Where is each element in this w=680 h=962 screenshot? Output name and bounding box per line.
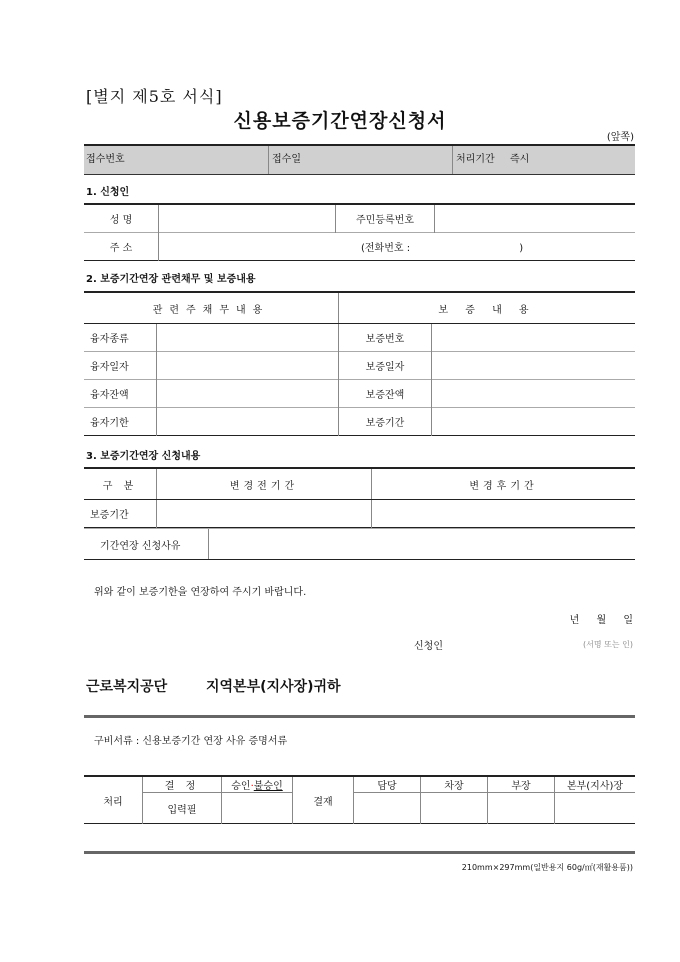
loan-date-label: 융자일자 <box>84 352 157 380</box>
processing-period-value: 즉시 <box>510 154 530 165</box>
loan-type-field[interactable] <box>157 324 339 352</box>
guarantee-date-field[interactable] <box>432 352 636 380</box>
related-debt-header: 관련주채무내용 <box>84 292 339 324</box>
reject-option[interactable]: 불승인 <box>253 781 283 792</box>
approval-sign-label: 결재 <box>293 776 354 824</box>
phone-label: (전화번호 : <box>361 243 411 254</box>
director-sign-field[interactable] <box>488 793 555 824</box>
category-header: 구 분 <box>84 468 157 500</box>
receipt-number-label: 접수번호 <box>86 154 125 165</box>
loan-balance-field[interactable] <box>157 380 339 408</box>
form-number-label: [별지 제5호 서식] <box>86 87 223 106</box>
section-debt-title: 2. 보증기간연장 관련채무 및 보증내용 <box>86 274 256 285</box>
guarantee-date-label: 보증일자 <box>339 352 432 380</box>
loan-deadline-label: 융자기한 <box>84 408 157 436</box>
loan-deadline-field[interactable] <box>157 408 339 436</box>
name-label: 성 명 <box>84 204 159 233</box>
divider <box>268 146 269 174</box>
required-documents: 구비서류 : 신용보증기간 연장 사유 증명서류 <box>94 736 288 747</box>
approve-option[interactable]: 승인 <box>231 781 251 792</box>
address-field[interactable] <box>159 233 636 261</box>
processing-table <box>84 775 635 824</box>
before-period-header: 변경전기간 <box>157 468 372 500</box>
before-period-field[interactable] <box>157 500 372 528</box>
divider <box>84 715 635 718</box>
guarantee-balance-field[interactable] <box>432 380 636 408</box>
director-col: 부장 <box>488 776 555 793</box>
deputy-col: 차장 <box>421 776 488 793</box>
guarantee-header: 보 증 내 용 <box>339 292 636 324</box>
guarantee-period-row-label: 보증기간 <box>84 500 157 528</box>
staff-col: 담당 <box>354 776 421 793</box>
name-field[interactable] <box>159 204 336 233</box>
extension-table <box>84 467 635 528</box>
input-done-label: 입력필 <box>143 793 222 824</box>
phone-close: ) <box>519 243 524 254</box>
address-label: 주 소 <box>84 233 159 261</box>
extension-reason-row <box>84 528 635 560</box>
section-applicant-title: 1. 신청인 <box>86 187 130 198</box>
approval-options <box>222 776 293 793</box>
divider <box>208 529 209 559</box>
branch-head-sign-field[interactable] <box>555 793 636 824</box>
guarantee-number-field[interactable] <box>432 324 636 352</box>
applicant-label: 신청인 <box>414 641 443 652</box>
loan-date-field[interactable] <box>157 352 339 380</box>
approval-field[interactable] <box>222 793 293 824</box>
extension-reason-label: 기간연장 신청사유 <box>100 541 181 552</box>
divider <box>84 851 635 854</box>
processing-period-label: 처리기간 <box>456 154 495 165</box>
loan-balance-label: 융자잔액 <box>84 380 157 408</box>
processing-label: 처리 <box>84 776 143 824</box>
guarantee-number-label: 보증번호 <box>339 324 432 352</box>
after-period-header: 변경후기간 <box>372 468 636 500</box>
receipt-date-label: 접수일 <box>272 154 301 165</box>
page-title: 신용보증기간연장신청서 <box>233 110 447 132</box>
signature-note: (서명 또는 인) <box>583 640 633 649</box>
applicant-table <box>84 203 635 261</box>
loan-type-label: 융자종류 <box>84 324 157 352</box>
guarantee-period-field[interactable] <box>432 408 636 436</box>
divider <box>452 146 453 174</box>
resident-number-label: 주민등록번호 <box>336 204 435 233</box>
guarantee-balance-label: 보증잔액 <box>339 380 432 408</box>
deputy-sign-field[interactable] <box>421 793 488 824</box>
staff-sign-field[interactable] <box>354 793 421 824</box>
request-text: 위와 같이 보증기한을 연장하여 주시기 바랍니다. <box>94 587 307 598</box>
date-line: 년 월 일 <box>569 615 633 626</box>
receipt-bar <box>84 144 635 175</box>
debt-guarantee-table <box>84 291 635 436</box>
branch-head-col: 본부(지사)장 <box>555 776 636 793</box>
decision-label: 결 정 <box>143 776 222 793</box>
after-period-field[interactable] <box>372 500 636 528</box>
guarantee-period-label: 보증기간 <box>339 408 432 436</box>
recipient-branch: 지역본부(지사장)귀하 <box>206 679 341 695</box>
resident-number-field[interactable] <box>435 204 636 233</box>
separator-dot: · <box>250 781 254 792</box>
extension-reason-field[interactable] <box>210 529 634 559</box>
side-indicator: (앞쪽) <box>606 132 634 143</box>
recipient-org: 근로복지공단 <box>86 679 168 695</box>
paper-spec-footer: 210mm×297mm(일반용지 60g/㎡(재활용품)) <box>461 863 633 872</box>
section-extension-title: 3. 보증기간연장 신청내용 <box>86 451 201 462</box>
